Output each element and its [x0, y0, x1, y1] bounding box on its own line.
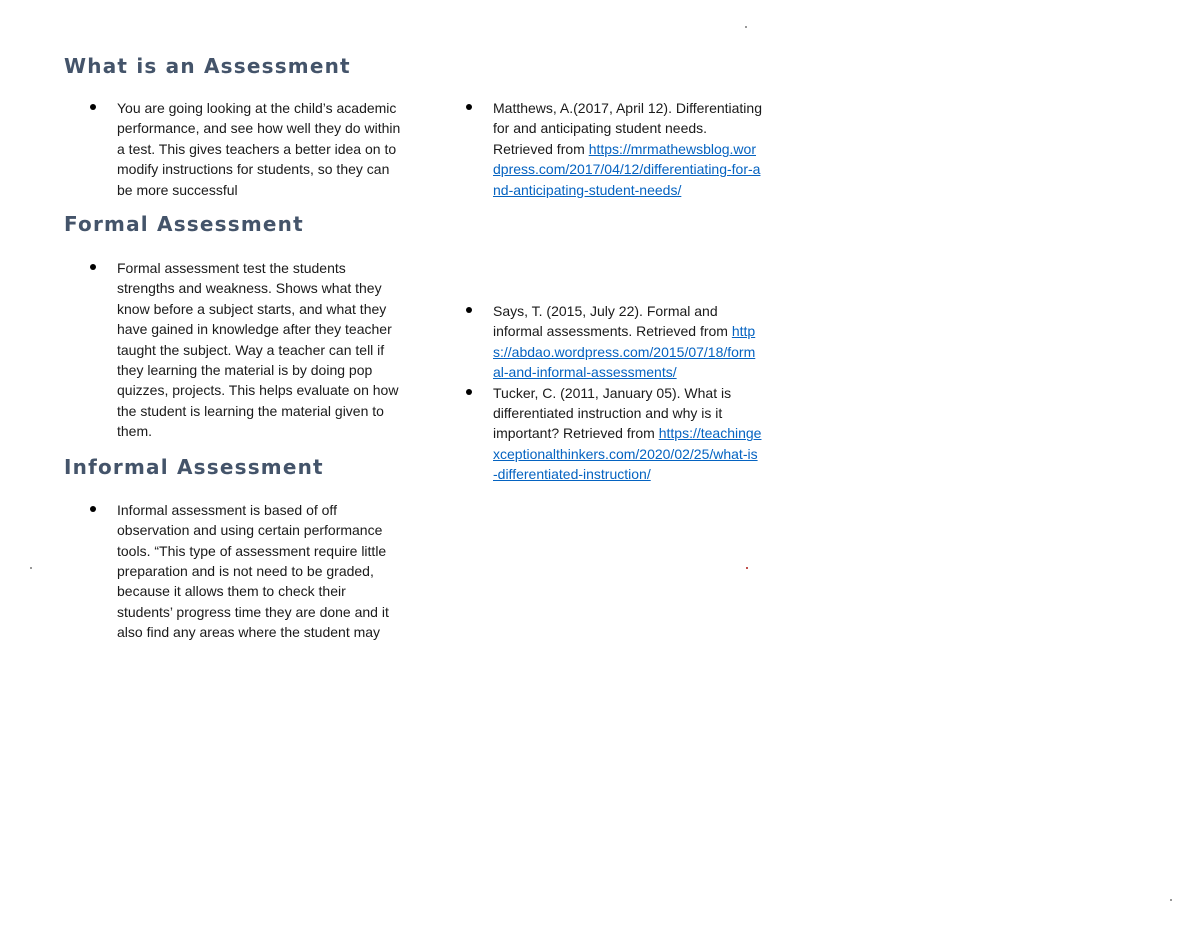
bullet-list — [64, 258, 404, 442]
reference-text: Matthews, A.(2017, April 12). Differentiating for and anticipating student needs. Retrieved from — [493, 100, 762, 157]
section-heading-formal-assessment: Formal Assessment — [64, 212, 304, 237]
list-item — [64, 258, 404, 442]
section-informal-assessment — [64, 453, 404, 643]
section-formal-assessment — [64, 210, 404, 442]
reference-list-2 — [462, 301, 762, 485]
section-heading-informal-assessment: Informal Assessment — [64, 454, 324, 479]
left-column — [64, 52, 404, 643]
spacer — [462, 200, 762, 301]
reference-item — [462, 98, 762, 200]
bullet-text: You are going looking at the child’s academic performance, and see how well they do within a test. This gives teachers a better idea on to modify instructions for students, so they can be more successful — [117, 100, 401, 198]
reference-text: Says, T. (2015, July 22). Formal and informal assessments. Retrieved from — [493, 303, 732, 340]
section-heading-what-is-assessment: What is an Assessment — [64, 54, 351, 78]
reference-link[interactable]: https://teachingexceptionalthinkers.com/2020/02/25/what-is-differentiated-instruction/ — [493, 425, 762, 483]
section-what-is-assessment — [64, 52, 404, 200]
stray-mark — [30, 567, 32, 569]
stray-mark — [1170, 899, 1172, 901]
reference-link[interactable]: https://abdao.wordpress.com/2015/07/18/formal-and-informal-assessments/ — [493, 323, 756, 381]
reference-item — [462, 301, 762, 383]
list-item — [64, 500, 404, 643]
references-column — [462, 98, 762, 485]
bullet-dot-icon — [90, 264, 96, 270]
bullet-dot-icon — [90, 104, 96, 110]
bullet-dot-icon — [466, 389, 472, 395]
stray-mark — [745, 26, 747, 28]
reference-link[interactable]: https://mrmathewsblog.wordpress.com/2017/04/12/differentiating-for-and-anticipating-student-needs/ — [493, 140, 761, 198]
bullet-list — [64, 500, 404, 643]
reference-item — [462, 383, 762, 485]
bullet-dot-icon — [466, 307, 472, 313]
bullet-list — [64, 98, 404, 200]
bullet-dot-icon — [466, 104, 472, 110]
bullet-text: Informal assessment is based of off observation and using certain performance tools. “This type of assessment require little preparation and is not need to be graded, because it allows them to check their students’ progress time they are done and it also find any areas where the student may — [117, 501, 389, 641]
reference-list-1 — [462, 98, 762, 200]
bullet-text: Formal assessment test the students strengths and weakness. Shows what they know before a subject starts, and what they have gained in knowledge after they teacher taught the subject. Way a teacher can tell if they learning the material is by doing pop quizzes, projects. This helps evaluate on how the student is learning the material given to them. — [117, 260, 399, 440]
bullet-dot-icon — [90, 506, 96, 512]
reference-text: Tucker, C. (2011, January 05). What is differentiated instruction and why is it important? Retrieved from — [493, 384, 732, 442]
list-item — [64, 98, 404, 200]
stray-mark — [746, 567, 748, 569]
